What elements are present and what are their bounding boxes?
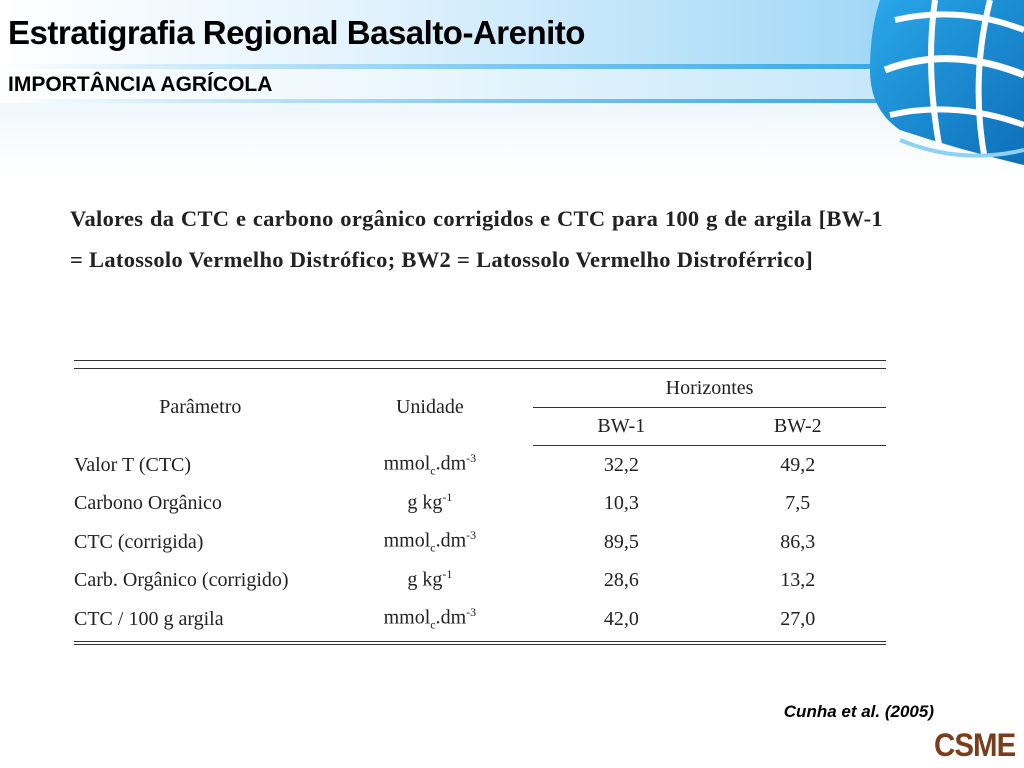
table-row (74, 600, 886, 639)
row-unit: $mmol_c.dm^{-3}$ (383, 605, 477, 633)
row-unit: g $kg^{-1}$ (407, 489, 453, 514)
row-unit: g $kg^{-1}$ (407, 566, 453, 591)
header-horizontes: Horizontes (533, 369, 886, 408)
table-row (74, 485, 886, 524)
data-table (74, 369, 886, 639)
row-value-bw-1: 89,5 (603, 530, 639, 553)
row-value-bw-2: 7,5 (785, 492, 811, 515)
table-row (74, 562, 886, 601)
table-row (74, 446, 886, 485)
row-parameter: Carbono Orgânico (74, 492, 222, 515)
row-unit: $mmol_c.dm^{-3}$ (383, 451, 477, 478)
slide-subtitle: IMPORTÂNCIA AGRÍCOLA (8, 73, 273, 96)
row-parameter: Valor T (CTC) (74, 453, 192, 476)
citation: Cunha et al. (2005) (783, 702, 934, 721)
data-table-container (74, 360, 886, 645)
table-row (74, 523, 886, 562)
slide-title: Estratigrafia Regional Basalto-Arenito (8, 14, 585, 51)
row-value-bw-2: 86,3 (780, 530, 816, 553)
header-bw-1: BW-1 (533, 408, 709, 446)
row-value-bw-1: 28,6 (603, 569, 639, 592)
table-caption: Valores da CTC e carbono orgânico corrigidos e CTC para 100 g de argila [BW-1 = Latossolo Vermelho Distrófico; BW2 = Latossolo Vermelho Distroférrico] (70, 206, 883, 272)
header-unit: Unidade (395, 395, 464, 418)
bottom-rule (74, 641, 886, 645)
row-value-bw-1: 32,2 (603, 453, 639, 476)
header-bw-2: BW-2 (710, 408, 886, 446)
row-parameter: CTC (corrigida) (74, 530, 204, 553)
header-parameter: Parâmetro (159, 395, 242, 418)
row-value-bw-2: 27,0 (780, 607, 816, 630)
row-unit: $mmol_c.dm^{-3}$ (383, 528, 477, 556)
row-parameter: Carb. Orgânico (corrigido) (74, 569, 289, 592)
row-value-bw-2: 13,2 (780, 569, 816, 592)
row-parameter: CTC / 100 g argila (74, 607, 224, 630)
row-value-bw-2: 49,2 (780, 453, 816, 476)
row-value-bw-1: 10,3 (603, 492, 639, 515)
row-value-bw-1: 42,0 (603, 607, 639, 630)
csme-logo: CSME (934, 727, 1016, 763)
